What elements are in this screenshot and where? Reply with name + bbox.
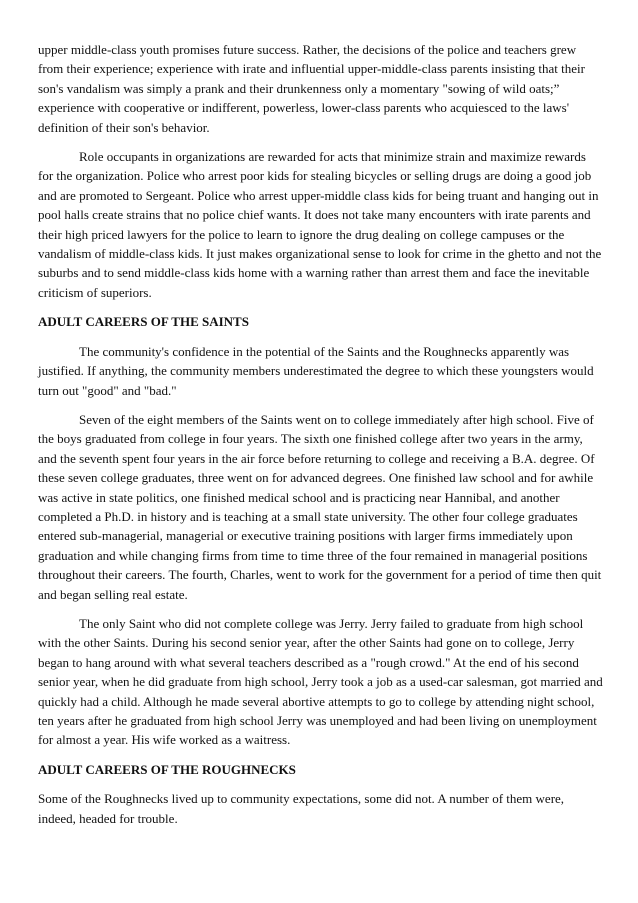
paragraph-seven-saints: Seven of the eight members of the Saints went on to college immediately after high school. Five of the boys graduated from college in four years. The sixth one finished college after two years in the army, and the seventh spent four years in the air force before returning to college and receiving a B.A. degree. Of these seven college graduates, three went on for advanced degrees. One finished law school and for awhile was active in state politics, one finished medical school and is practicing near Hannibal, and another completed a Ph.D. in history and is teaching at a small state university. The other four college graduates entered sub-managerial, managerial or executive training positions with larger firms immediately upon graduation and while changing firms from time to time three of the four remained in managerial positions throughout their careers. The fourth, Charles, went to work for the government for a period of time then quit and began selling real estate. <box>38 411 602 602</box>
document-page <box>38 40 604 838</box>
section-heading-saints: ADULT CAREERS OF THE SAINTS <box>38 314 249 330</box>
paragraph-community-confidence: The community's confidence in the potential of the Saints and the Roughnecks apparently was justified. If anything, the community members underestimated the degree to which these youngsters would turn out "good" and "bad." <box>38 343 594 398</box>
paragraph-jerry: The only Saint who did not complete college was Jerry. Jerry failed to graduate from high school with the other Saints. During his second senior year, after the other Saints had gone on to college, Jerry began to hang around with what several teachers described as a "rough crowd." At the end of his second senior year, when he did graduate from high school, Jerry took a job as a used-car salesman, got married and quickly had a child. Although he made several abortive attempts to go to college by attending night school, ten years after he graduated from high school Jerry was unemployed and had been living on unemployment for almost a year. His wife worked as a waitress. <box>38 615 603 748</box>
section-heading-roughnecks: ADULT CAREERS OF THE ROUGHNECKS <box>38 761 296 777</box>
paragraph-continuation: upper middle-class youth promises future success. Rather, the decisions of the police and teachers grew from their experience; experience with irate and influential upper-middle-class parents insisting that their son's vandalism was simply a prank and their drunkenness only a momentary "sowing of wild oats;” experience with cooperative or indifferent, powerless, lower-class parents who acquiesced to the laws' definition of their son's behavior. <box>38 42 585 135</box>
paragraph-role-occupants: Role occupants in organizations are rewarded for acts that minimize strain and maximize rewards for the organization. Police who arrest poor kids for stealing bicycles or selling drugs are doing a good job and are promoted to Sergeant. Police who arrest upper-middle class kids for being truant and hanging out in pool halls create strains that no police chief wants. It does not take many encounters with irate parents and their high priced lawyers for the police to learn to ignore the drug dealing on college campuses or the vandalism of middle-class kids. It just makes organizational sense to look for crime in the ghetto and not the suburbs and to send middle-class kids home with a warning rather than arrest them and face the inevitable criticism of superiors. <box>38 149 602 300</box>
paragraph-roughnecks-intro: Some of the Roughnecks lived up to community expectations, some did not. A number of them were, indeed, headed for trouble. <box>38 791 565 826</box>
